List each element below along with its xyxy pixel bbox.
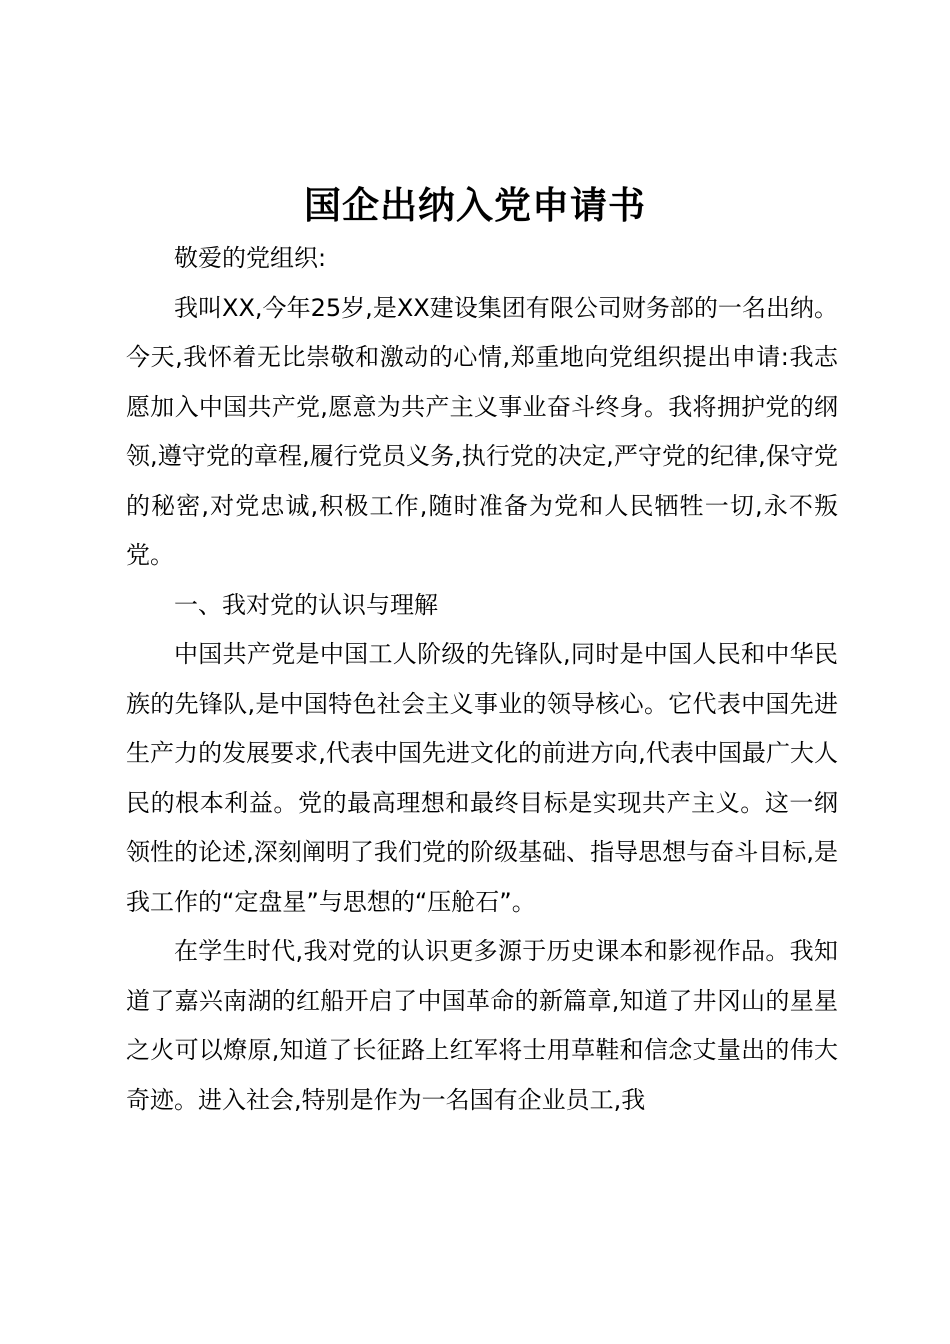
salutation: 敬爱的党组织:: [174, 244, 327, 272]
paragraph-application: 我叫XX,今年25岁,是XX建设集团有限公司财务部的一名出纳。今天,我怀着无比崇敬和激动的心情,郑重地向党组织提出申请:我志愿加入中国共产党,愿意为共产主义事业奋斗终身。我将拥护党的纲领,遵守党的章程,履行党员义务,执行党的决定,严守党的纪律,保守党的秘密,对党忠诚,积极工作,随时准备为党和人民牺牲一切,永不叛党。: [126, 293, 838, 569]
document-title: 国企出纳入党申请书: [304, 184, 646, 227]
section-heading-1: 一、我对党的认识与理解: [174, 590, 438, 619]
paragraph-student-era: 在学生时代,我对党的认识更多源于历史课本和影视作品。我知道了嘉兴南湖的红船开启了中国革命的新篇章,知道了井冈山的星星之火可以燎原,知道了长征路上红军将士用草鞋和信念丈量出的伟大奇迹。进入社会,特别是作为一名国有企业员工,我: [126, 937, 838, 1114]
paragraph-party-understanding: 中国共产党是中国工人阶级的先锋队,同时是中国人民和中华民族的先锋队,是中国特色社会主义事业的领导核心。它代表中国先进生产力的发展要求,代表中国先进文化的前进方向,代表中国最广大人民的根本利益。党的最高理想和最终目标是实现共产主义。这一纲领性的论述,深刻阐明了我们党的阶级基础、指导思想与奋斗目标,是我工作的“定盘星”与思想的“压舱石”。: [126, 640, 838, 916]
document-body: [126, 234, 838, 1125]
